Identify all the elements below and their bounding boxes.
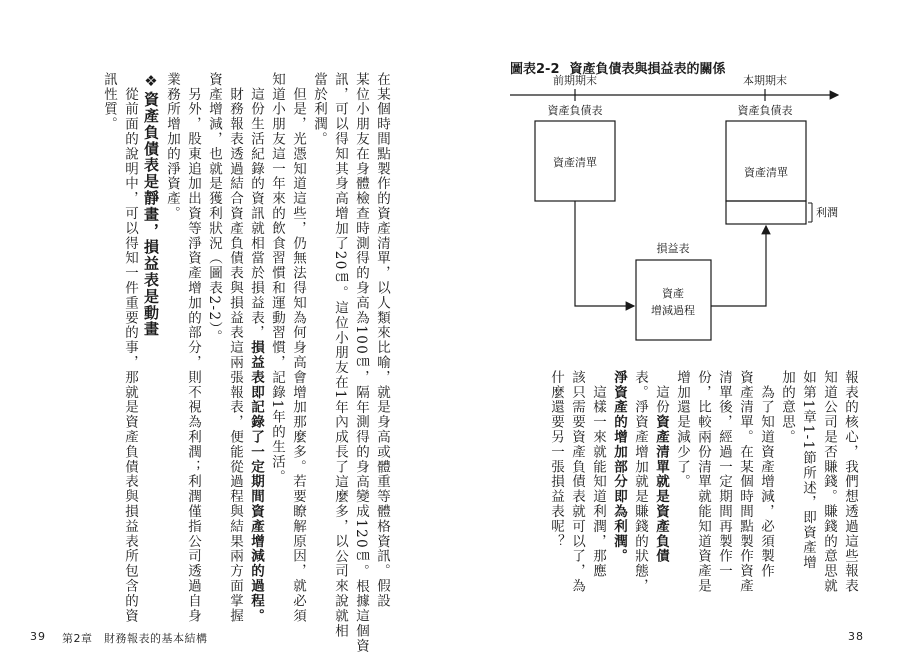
balance-sheet-label-right: 資產負債表 — [737, 104, 793, 117]
paragraph: 但是，光憑知道這些，仍無法得知為何身高會增加那麼多。若要瞭解原因，就必須 — [290, 72, 306, 624]
profit-label: 利潤 — [816, 206, 838, 219]
process-label-line2: 增減過程 — [651, 304, 695, 317]
paragraph: 資產增減，也就是獲利狀況（圖表2-2）。 — [206, 72, 222, 345]
paragraph: 從前面的說明中，可以得知一件重要的事，那就是資產負債表與損益表所包含的資 — [122, 72, 138, 624]
asset-list-box-right — [726, 121, 806, 201]
paragraph: 某位小朋友在身體檢查時測得的身高為100㎝，隔年測得的身高變成120㎝。根據這個資 — [353, 72, 369, 654]
figure-number: 圖表2-2 — [510, 62, 560, 77]
asset-list-label-right: 資產清單 — [744, 166, 788, 179]
paragraph: 這樣一來就能知道利潤，那應 — [590, 370, 606, 579]
income-statement-label: 損益表 — [656, 242, 690, 255]
paragraph: 增加還是減少了。 — [674, 370, 690, 490]
paragraph: 如第1章1-1節所述，即資產增 — [800, 370, 816, 570]
paragraph: 份，比較兩份清單就能知道資產是 — [695, 370, 711, 594]
paragraph: 加的意思。 — [779, 370, 795, 445]
balance-sheet-label-left: 資產負債表 — [547, 104, 603, 117]
paragraph: 該只需要資產負債表就可以了，為 — [569, 370, 585, 594]
figure-caption: 資產負債表與損益表的關係 — [569, 62, 726, 77]
process-box — [636, 260, 711, 340]
arrow-to-process — [575, 201, 634, 306]
profit-box — [726, 201, 806, 224]
paragraph: 什麼還要另一張損益表呢？ — [548, 370, 564, 549]
prev-period-label: 前期期末 — [553, 74, 597, 87]
page-number-right: 38 — [848, 630, 864, 643]
emphasis-text: 淨資產的增加部分即為利潤。 — [611, 370, 627, 564]
paragraph: 資產清單。在某個時間點製作資產 — [737, 370, 753, 594]
emphasis-text: 損益表即記錄了一定期間資產增減的過程。 — [248, 340, 264, 624]
section-heading: ❖資產負債表是靜畫，損益表是動畫 — [142, 72, 160, 338]
chapter-running-head: 第2章 財務報表的基本結構 — [62, 632, 208, 645]
paragraph: 知道公司是否賺錢。賺錢的意思就 — [821, 370, 837, 594]
emphasis-text: 資產清單就是資產負債 — [653, 414, 669, 564]
curr-period-label: 本期期末 — [743, 74, 787, 87]
arrow-to-balance-sheet — [711, 226, 766, 306]
paragraph: 報表的核心，我們想透過這些報表 — [842, 370, 858, 594]
paragraph: 清單後，經過一定期間再製作一 — [716, 370, 732, 579]
paragraph: 財務報表透過結合資產負債表與損益表這兩張報表，便能從過程與結果兩方面掌握 — [227, 72, 243, 624]
asset-list-label-left: 資產清單 — [553, 156, 597, 169]
paragraph: 訊性質。 — [101, 72, 117, 132]
page-number-left: 39 — [30, 630, 46, 643]
process-label-line1: 資產 — [662, 287, 684, 300]
paragraph-text: 這份 — [653, 370, 669, 415]
paragraph: 為了知道資產增減，必須製作 — [758, 370, 774, 579]
paragraph: 知道小朋友這一年來的飲食習慣和運動習慣，記錄1年的生活。 — [269, 72, 285, 485]
paragraph: 在某個時間點製作的資產清單，以人類來比喻，就是身高或體重等體格資訊。假設 — [374, 72, 390, 609]
paragraph-text: 這份生活紀錄的資訊就相當於損益表， — [248, 72, 264, 341]
paragraph: 當於利潤。 — [311, 72, 327, 147]
paragraph: 另外，股東追加出資等淨資產增加的部分，則不視為利潤；利潤僅指公司透過自身 — [185, 72, 201, 624]
paragraph: 訊，可以得知其身高增加了20㎝。這位小朋友在1年內成長了這麼多，以公司來說就相 — [332, 72, 348, 639]
paragraph: 業務所增加的淨資產。 — [164, 72, 180, 221]
paragraph: 表。淨資產增加就是賺錢的狀態， — [632, 370, 648, 594]
